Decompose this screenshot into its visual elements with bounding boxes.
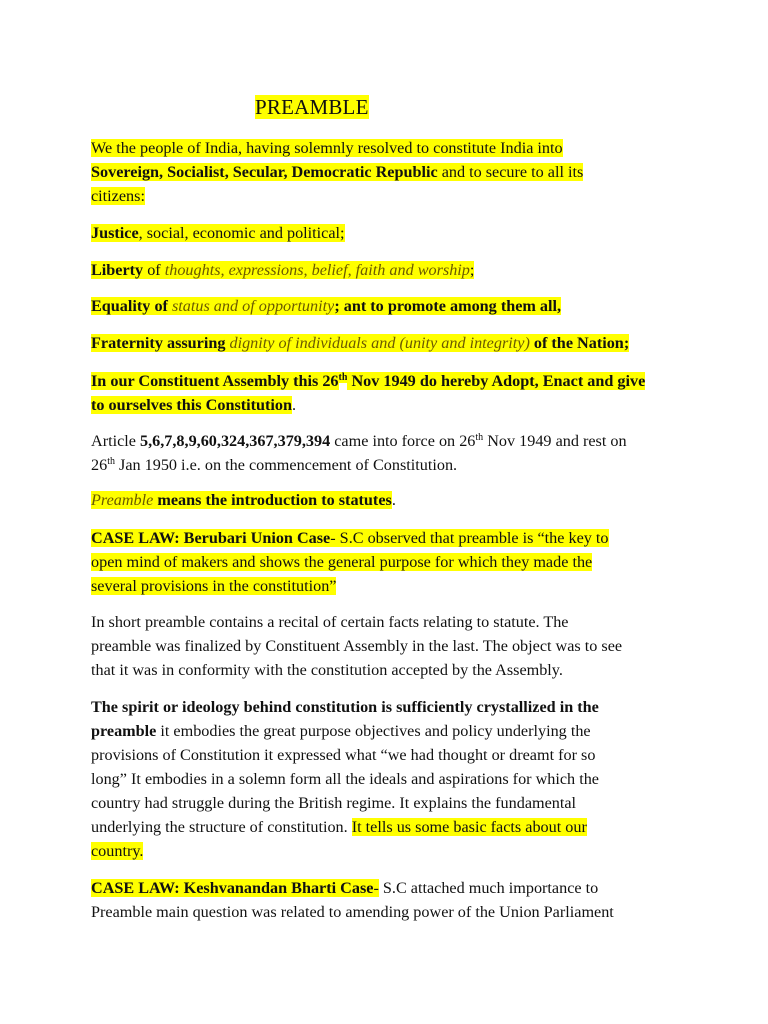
fraternity-end: of the Nation; [529,334,630,352]
article-numbers: 5,6,7,8,9,60,324,367,379,394 [140,432,331,450]
spirit-line-5: country had struggle during the British regime. It explains the fundamental [91,794,577,812]
spirit-line-1: The spirit or ideology behind constitution is sufficiently crystallized in the [91,698,599,716]
liberty-italic: thoughts, expressions, belief, faith and worship [164,261,470,279]
fraternity-bold: Fraternity [91,334,163,352]
article-end-1: Nov 1949 and rest on [483,432,627,450]
case-law-berubari [91,526,671,598]
definition-rest: means the introduction to statutes [153,491,392,509]
short-paragraph [91,610,671,682]
fraternity-paragraph [91,331,671,355]
page-title: PREAMBLE [255,95,369,119]
liberty-bold: Liberty [91,261,144,279]
definition-paragraph [91,488,671,512]
liberty-end: ; [469,261,475,279]
case1-line-3: several provisions in the constitution” [91,577,337,595]
case-law-keshvanandan [91,876,671,924]
spirit-line-2-bold: preamble [91,722,157,740]
assembly-date: Nov 1949 [347,372,416,390]
fraternity-mid: assuring [162,334,230,352]
equality-italic: status and of opportunity [171,297,335,315]
fraternity-italic: dignity of individuals and (unity and integrity) [229,334,530,352]
definition-italic: Preamble [91,491,154,509]
article-paragraph [91,429,671,477]
article-sup-2: th [107,456,115,467]
assembly-rest: do hereby Adopt, Enact and give [415,372,646,390]
liberty-paragraph [91,258,671,282]
case2-line-1-rest: S.C attached much importance to [378,879,599,897]
article-end-2: Jan 1950 i.e. on the commencement of Constitution. [114,456,458,474]
spirit-paragraph [91,695,671,863]
justice-rest: , social, economic and political; [138,224,345,242]
liberty-mid: of [143,261,165,279]
assembly-line-2: to ourselves this Constitution [91,396,293,414]
spirit-line-4: long” It embodies in a solemn form all the ideals and aspirations for which the [91,770,599,788]
intro-line-3: citizens: [91,187,145,205]
case2-line-2: Preamble main question was related to amending power of the Union Parliament [91,903,614,921]
assembly-paragraph [91,369,671,417]
case2-dash: - [373,879,379,897]
justice-bold: Justice [91,224,139,242]
intro-line-2-rest: and to secure to all its [437,163,584,181]
article-mid: came into force on 26 [330,432,476,450]
intro-republic-bold: Sovereign, Socialist, Secular, Democratic Republic [91,163,438,181]
short-line-3: that it was in conformity with the constitution accepted by the Assembly. [91,661,563,679]
spirit-line-6-highlight: It tells us some basic facts about our [351,818,587,836]
case2-label: CASE LAW: Keshvanandan Bharti Case [91,879,374,897]
case1-label: CASE LAW: Berubari Union Case [91,529,331,547]
spirit-line-6-pre: underlying the structure of constitution. [91,818,352,836]
article-sup-1: th [475,432,484,443]
assembly-line-2-end: . [292,396,297,414]
case1-line-1-rest: - S.C observed that preamble is “the key to [330,529,609,547]
short-line-1: In short preamble contains a recital of certain facts relating to statute. The [91,613,569,631]
equality-mid: of [150,297,172,315]
equality-end: ; ant to promote among them all, [334,297,562,315]
definition-end: . [391,491,396,509]
intro-paragraph [91,136,671,208]
intro-line-1: We the people of India, having solemnly resolved to constitute India into [91,139,563,157]
assembly-day: 26 [322,372,339,390]
assembly-pre: In our Constituent Assembly this [91,372,323,390]
spirit-line-2-rest: it embodies the great purpose objectives and policy underlying the [156,722,591,740]
article-day-2: 26 [91,456,108,474]
case1-line-2: open mind of makers and shows the general purpose for which they made the [91,553,593,571]
equality-bold: Equality [91,297,151,315]
article-pre: Article [91,432,140,450]
equality-paragraph [91,294,671,318]
short-line-2: preamble was finalized by Constituent Assembly in the last. The object was to see [91,637,623,655]
spirit-line-7: country. [91,842,144,860]
spirit-line-3: provisions of Constitution it expressed what “we had thought or dreamt for so [91,746,596,764]
justice-paragraph [91,221,671,245]
assembly-sup: th [338,372,348,383]
